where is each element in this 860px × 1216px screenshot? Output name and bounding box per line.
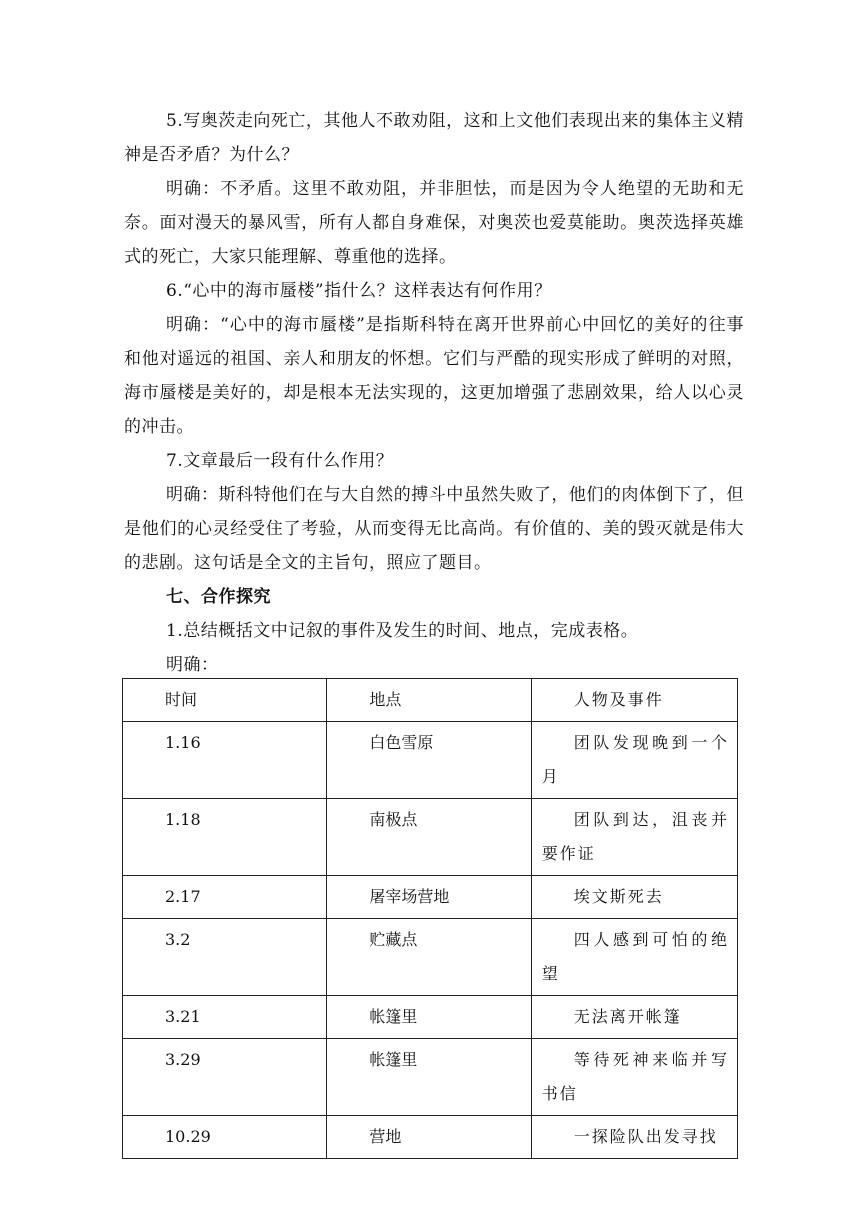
cell-time: 3.21 xyxy=(123,996,327,1039)
cell-event: 一探险队出发寻找 xyxy=(531,1116,737,1159)
question-6: 6.“心中的海市蜃楼”指什么？这样表达有何作用？ xyxy=(166,281,552,301)
cell-event: 等待死神来临并写书信 xyxy=(531,1039,737,1116)
header-cell-place: 地点 xyxy=(327,679,531,722)
cell-place: 帐篷里 xyxy=(327,1039,531,1116)
cell-place: 南极点 xyxy=(327,799,531,876)
table-header-row xyxy=(123,679,738,722)
table-row xyxy=(123,876,738,919)
answer-5: 明确：不矛盾。这里不敢劝阻，并非胆怯，而是因为令人绝望的无助和无奈。面对漫天的暴风雪，所有人都自身难保，对奥茨也爱莫能助。奥茨选择英雄式的死亡，大家只能理解、尊重他的选择。 xyxy=(124,179,744,267)
answer-6: 明确：“心中的海市蜃楼”是指斯科特在离开世界前心中回忆的美好的往事和他对遥远的祖国、亲人和朋友的怀想。它们与严酷的现实形成了鲜明的对照，海市蜃楼是美好的，却是根本无法实现的，这更加增强了悲剧效果，给人以心灵的冲击。 xyxy=(124,315,744,437)
table-row xyxy=(123,1116,738,1159)
cell-time: 1.18 xyxy=(123,799,327,876)
table-answer-label: 明确： xyxy=(166,655,219,675)
header-cell-time: 时间 xyxy=(123,679,327,722)
cell-time: 3.2 xyxy=(123,919,327,996)
cell-event: 团队到达，沮丧并要作证 xyxy=(531,799,737,876)
cell-place: 白色雪原 xyxy=(327,722,531,799)
table-row xyxy=(123,996,738,1039)
cell-time: 10.29 xyxy=(123,1116,327,1159)
section-heading: 七、合作探究 xyxy=(166,587,271,607)
header-cell-event: 人物及事件 xyxy=(531,679,737,722)
table-question: 1.总结概括文中记叙的事件及发生的时间、地点，完成表格。 xyxy=(166,621,639,641)
cell-event: 无法离开帐篷 xyxy=(531,996,737,1039)
cell-place: 屠宰场营地 xyxy=(327,876,531,919)
cell-place: 营地 xyxy=(327,1116,531,1159)
cell-place: 帐篷里 xyxy=(327,996,531,1039)
cell-place: 贮藏点 xyxy=(327,919,531,996)
cell-time: 1.16 xyxy=(123,722,327,799)
cell-event: 团队发现晚到一个月 xyxy=(531,722,737,799)
events-table xyxy=(122,678,738,1159)
question-7: 7.文章最后一段有什么作用？ xyxy=(166,451,394,471)
table-row xyxy=(123,919,738,996)
answer-7: 明确：斯科特他们在与大自然的搏斗中虽然失败了，他们的肉体倒下了，但是他们的心灵经受住了考验，从而变得无比高尚。有价值的、美的毁灭就是伟大的悲剧。这句话是全文的主旨句，照应了题目。 xyxy=(124,485,744,573)
cell-time: 2.17 xyxy=(123,876,327,919)
cell-event: 四人感到可怕的绝望 xyxy=(531,919,737,996)
table-row xyxy=(123,722,738,799)
cell-event: 埃文斯死去 xyxy=(531,876,737,919)
cell-time: 3.29 xyxy=(123,1039,327,1116)
question-5: 5.写奥茨走向死亡，其他人不敢劝阻，这和上文他们表现出来的集体主义精神是否矛盾？为什么？ xyxy=(124,111,744,165)
table-row xyxy=(123,799,738,876)
table-row xyxy=(123,1039,738,1116)
